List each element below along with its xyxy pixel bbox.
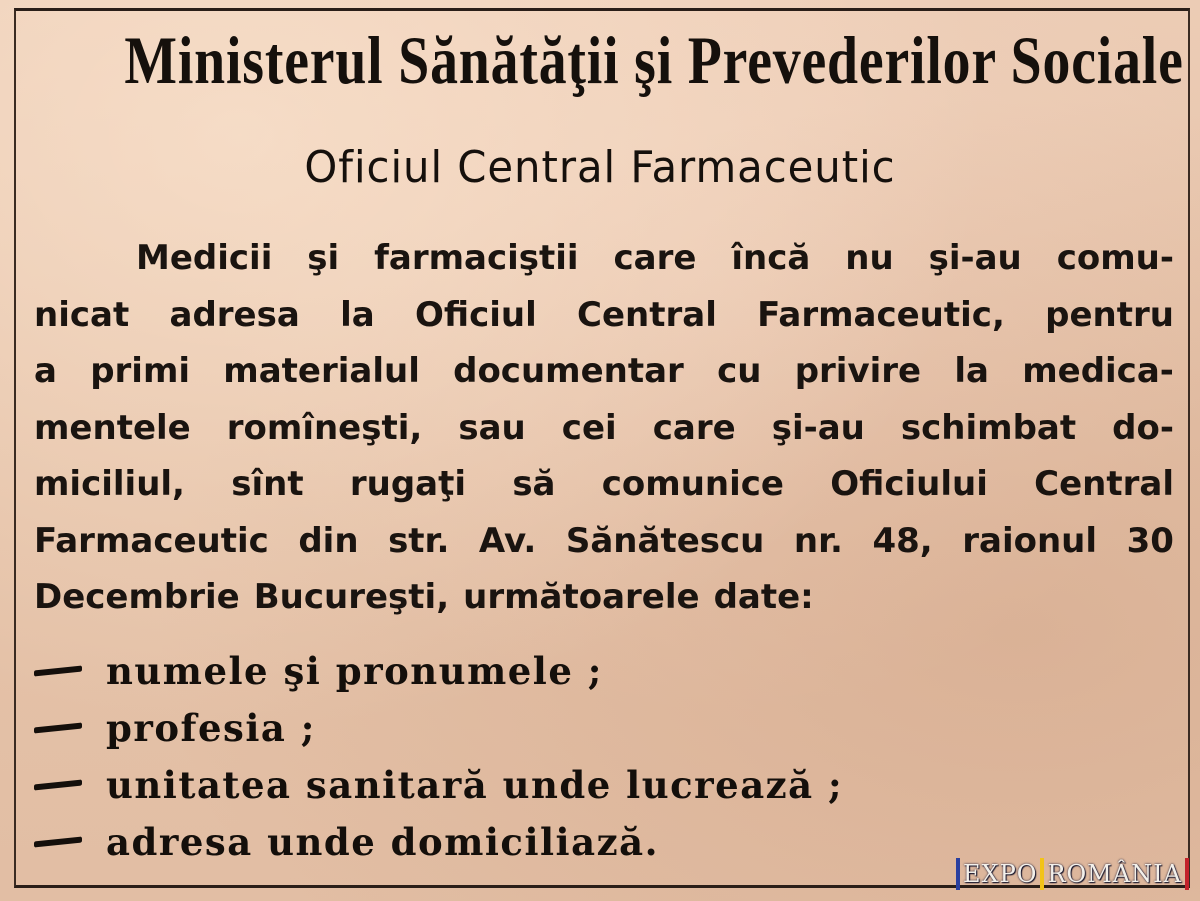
paragraph-word: documentar bbox=[453, 351, 684, 391]
paragraph-word: date: bbox=[713, 577, 814, 617]
paragraph-word: 48, bbox=[872, 520, 933, 561]
paragraph-word: şi bbox=[307, 238, 340, 278]
paragraph-word: rugaţi bbox=[349, 464, 467, 504]
notice-paragraph bbox=[34, 234, 1174, 630]
paragraph-word: care bbox=[652, 407, 736, 448]
paragraph-word: comu- bbox=[1056, 238, 1174, 278]
required-data-list bbox=[34, 642, 1134, 870]
expo-romania-watermark bbox=[953, 856, 1192, 892]
paragraph-word: Farmaceutic, bbox=[757, 294, 1005, 335]
list-item-text: adresa unde domiciliază. bbox=[106, 819, 659, 864]
flag-red-stripe bbox=[1185, 858, 1189, 890]
paragraph-word: str. bbox=[388, 520, 450, 561]
paragraph-word: care bbox=[613, 238, 697, 278]
paragraph-word: Oficiul bbox=[414, 294, 537, 335]
paragraph-line bbox=[34, 347, 1174, 404]
paragraph-word: nicat bbox=[34, 294, 130, 335]
paragraph-word: mentele bbox=[34, 407, 191, 448]
paragraph-word: Sănătescu bbox=[565, 520, 765, 561]
paragraph-word: încă bbox=[731, 238, 811, 278]
office-subtitle: Oficiul Central Farmaceutic bbox=[304, 142, 896, 193]
paragraph-word: a bbox=[34, 351, 57, 391]
paragraph-word: raionul bbox=[962, 520, 1098, 561]
paragraph-word: Central bbox=[1034, 464, 1174, 504]
list-item bbox=[34, 756, 1134, 813]
paragraph-word: primi bbox=[90, 351, 191, 391]
list-item-text: unitatea sanitară unde lucrează ; bbox=[106, 762, 844, 807]
paragraph-word: materialul bbox=[223, 351, 420, 391]
paragraph-word: Central bbox=[577, 294, 717, 335]
ministry-title: Ministerul Sănătăţii şi Prevederilor Sociale bbox=[124, 22, 1184, 98]
paragraph-word: privire bbox=[794, 351, 922, 391]
paragraph-word: medica- bbox=[1022, 351, 1174, 391]
watermark-text-romania: ROMÂNIA bbox=[1047, 860, 1182, 888]
paragraph-line bbox=[34, 291, 1174, 348]
paragraph-word: adresa bbox=[169, 294, 300, 335]
paragraph-line bbox=[34, 460, 1174, 517]
paragraph-word: Bucureşti, bbox=[253, 577, 450, 617]
paragraph-word: Oficiului bbox=[830, 464, 988, 504]
paragraph-word: romîneşti, bbox=[226, 407, 423, 448]
paragraph-word: şi-au bbox=[928, 238, 1022, 278]
dash-bullet bbox=[34, 779, 82, 790]
paragraph-word: următoarele bbox=[463, 577, 700, 617]
paragraph-word: cu bbox=[717, 351, 762, 391]
paragraph-word: 30 bbox=[1126, 520, 1174, 561]
dash-bullet bbox=[34, 665, 82, 676]
paragraph-word: farmaciştii bbox=[374, 238, 579, 278]
paragraph-word: Medicii bbox=[136, 238, 273, 278]
watermark-text-expo: EXPO bbox=[963, 860, 1038, 888]
flag-blue-stripe bbox=[956, 858, 960, 890]
paragraph-word: Decembrie bbox=[34, 577, 240, 617]
flag-yellow-stripe bbox=[1040, 858, 1044, 890]
paragraph-word: miciliul, bbox=[34, 464, 185, 504]
dash-bullet bbox=[34, 722, 82, 733]
paragraph-word: să bbox=[512, 464, 556, 504]
list-item-text: numele şi pronumele ; bbox=[106, 648, 603, 693]
paragraph-word: la bbox=[954, 351, 989, 391]
dash-bullet bbox=[34, 836, 82, 847]
paragraph-word: din bbox=[298, 520, 359, 561]
paragraph-word: Farmaceutic bbox=[34, 520, 269, 561]
paragraph-word: sau bbox=[458, 407, 526, 448]
paragraph-line bbox=[34, 517, 1174, 574]
list-item bbox=[34, 642, 1134, 699]
paragraph-word: nr. bbox=[793, 520, 843, 561]
list-item-text: profesia ; bbox=[106, 705, 316, 750]
paragraph-word: schimbat bbox=[900, 407, 1077, 448]
paragraph-word: do- bbox=[1112, 407, 1174, 448]
list-item bbox=[34, 699, 1134, 756]
paragraph-word: pentru bbox=[1045, 294, 1174, 335]
paragraph-word: sînt bbox=[231, 464, 304, 504]
paragraph-word: şi-au bbox=[771, 407, 865, 448]
paragraph-word: comunice bbox=[601, 464, 784, 504]
paragraph-word: cei bbox=[561, 407, 617, 448]
paragraph-line bbox=[34, 573, 1174, 630]
paragraph-word: nu bbox=[845, 238, 894, 278]
paragraph-line bbox=[34, 234, 1174, 291]
paragraph-word: la bbox=[340, 294, 375, 335]
paragraph-word: Av. bbox=[478, 520, 537, 561]
paragraph-line bbox=[34, 404, 1174, 461]
